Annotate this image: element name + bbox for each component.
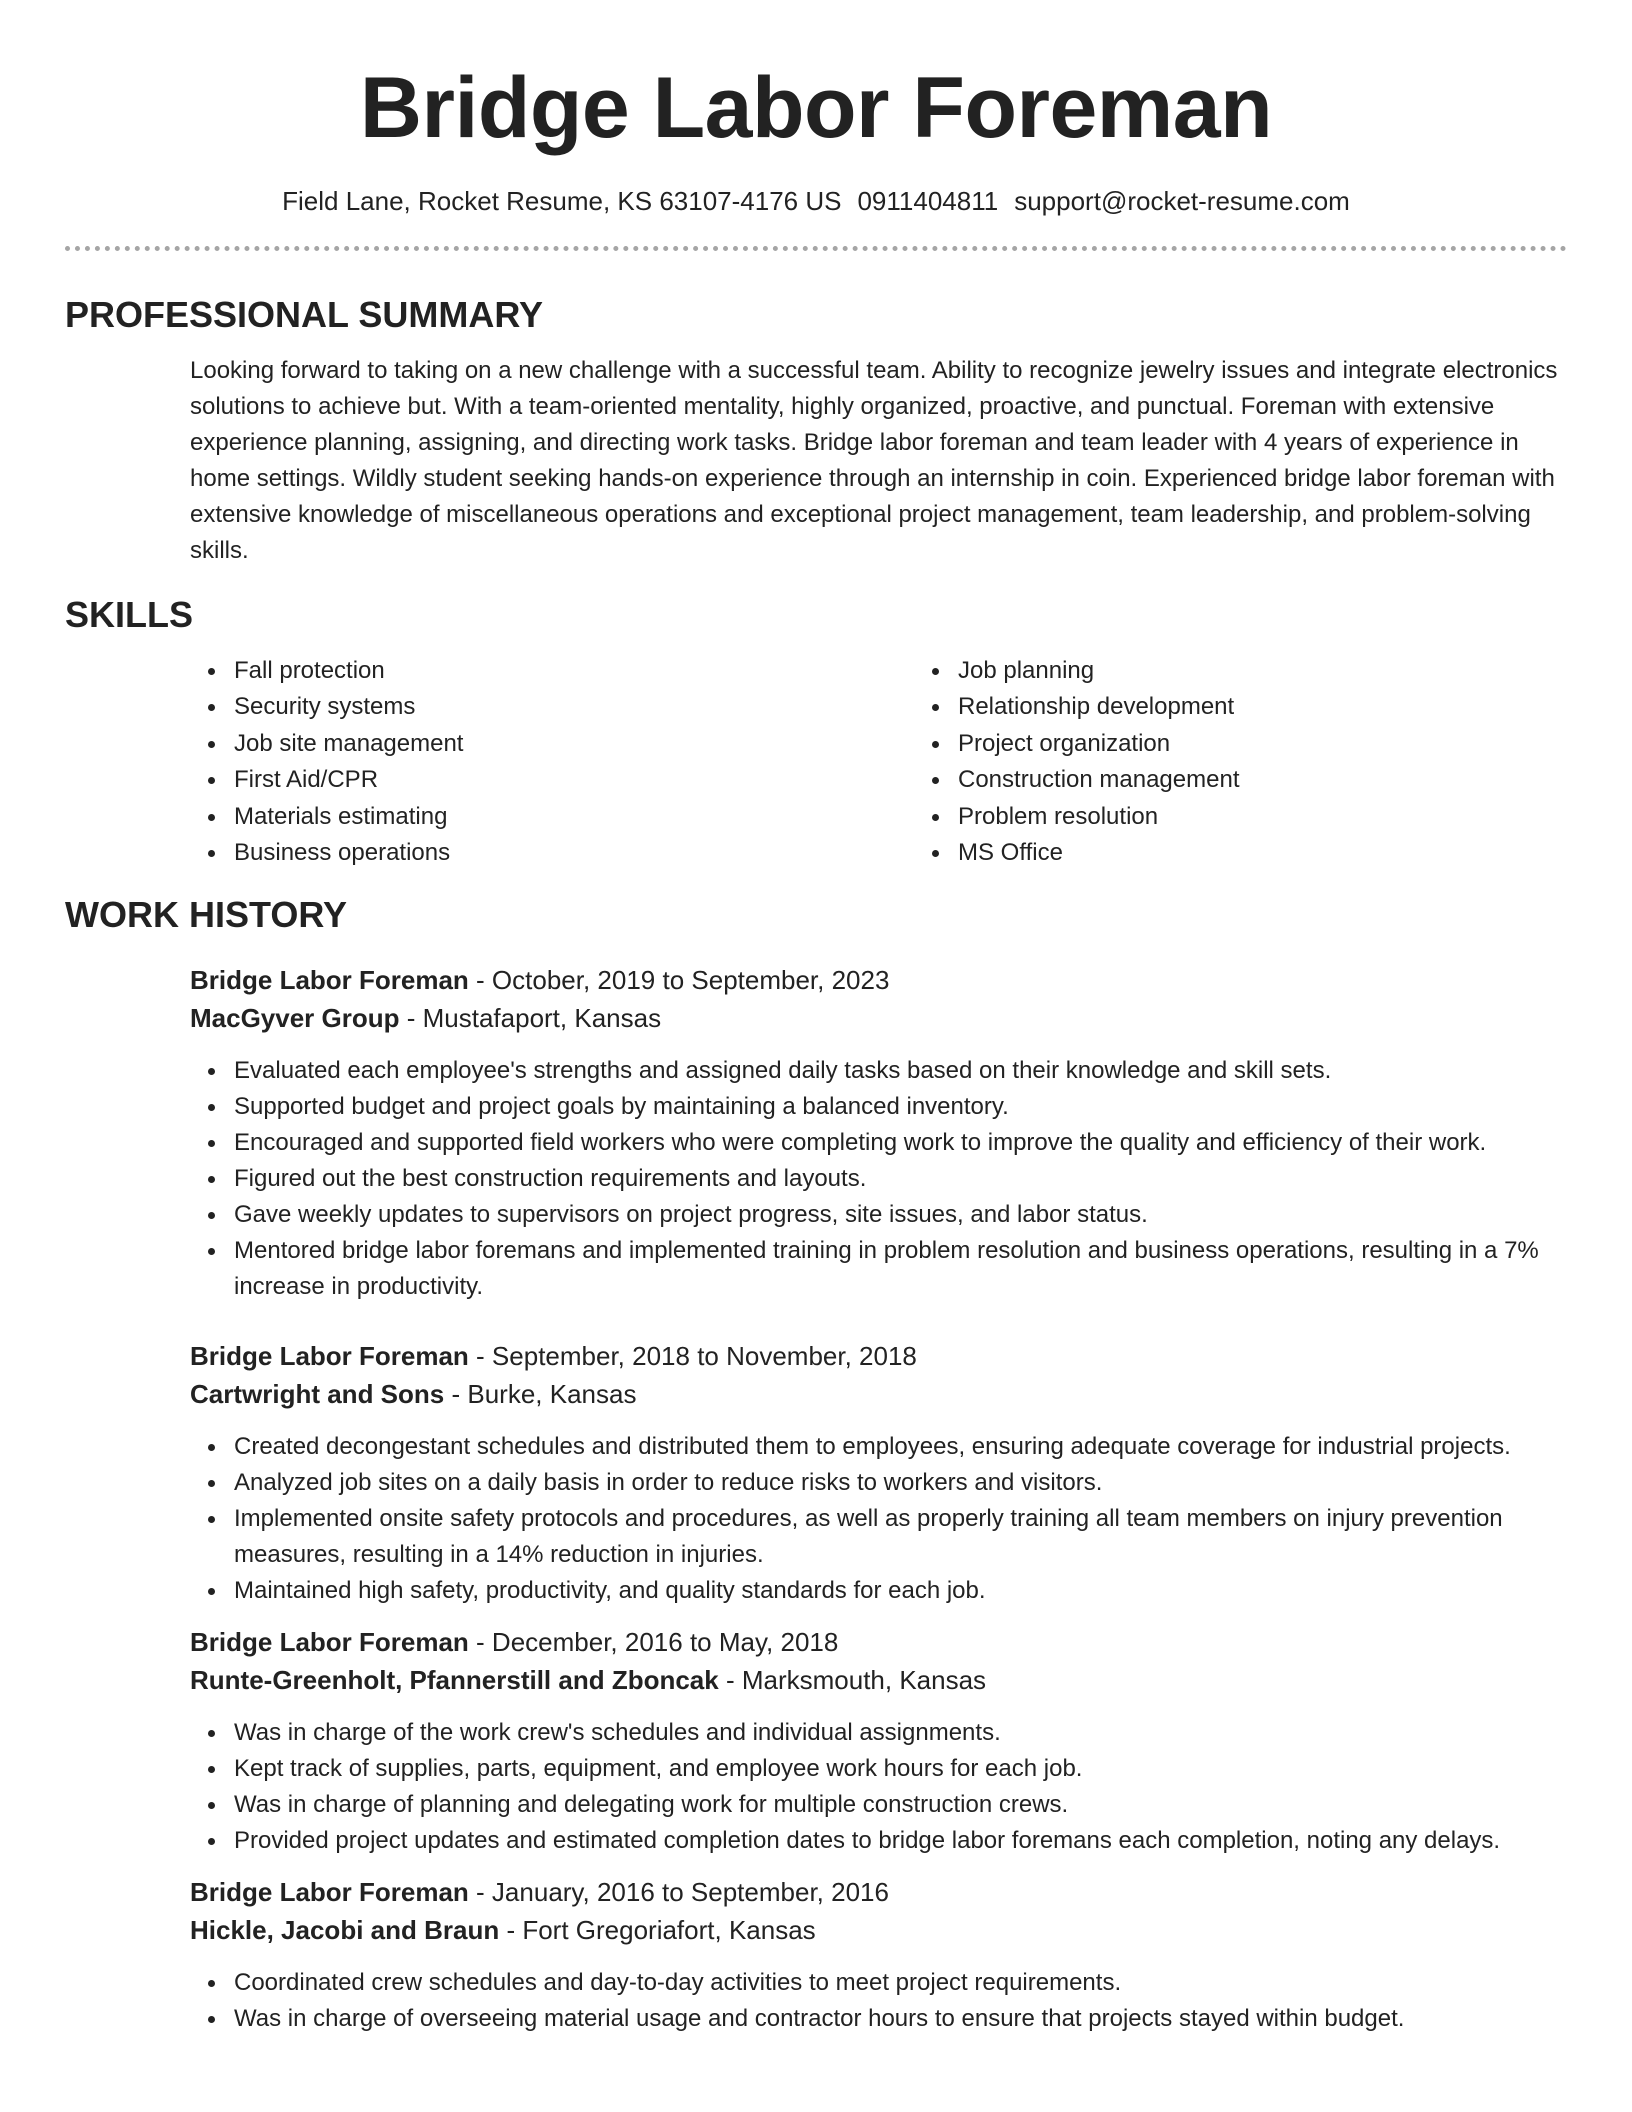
job-bullet: Supported budget and project goals by maintaining a balanced inventory. — [234, 1089, 1567, 1125]
job-bullet: Was in charge of planning and delegating work for multiple construction crews. — [234, 1787, 1567, 1823]
job-bullet-list — [190, 1965, 1567, 2037]
summary-section — [65, 353, 1567, 569]
job-bullet: Encouraged and supported field workers who were completing work to improve the quality and efficiency of their work. — [234, 1125, 1567, 1161]
candidate-name: Bridge Labor Foreman — [359, 60, 1273, 156]
job-bullet-list — [190, 1429, 1567, 1609]
summary-heading: PROFESSIONAL SUMMARY — [65, 294, 544, 335]
job-bullet: Was in charge of the work crew's schedules and individual assignments. — [234, 1715, 1567, 1751]
job-location: - Burke, Kansas — [444, 1379, 637, 1410]
job-bullet: Maintained high safety, productivity, and quality standards for each job. — [234, 1573, 1567, 1609]
job-bullet: Provided project updates and estimated completion dates to bridge labor foremans each completion, noting any delays. — [234, 1823, 1567, 1859]
job-bullet-list — [190, 1053, 1567, 1305]
skill-item: Business operations — [234, 835, 914, 871]
skill-item: Project organization — [958, 726, 1567, 762]
job-entry — [65, 961, 1567, 1305]
job-bullet: Gave weekly updates to supervisors on project progress, site issues, and labor status. — [234, 1197, 1567, 1233]
skills-list-right — [914, 653, 1567, 871]
job-title: Bridge Labor Foreman — [190, 965, 469, 996]
contact-address: Field Lane, Rocket Resume, KS 63107-4176 US — [282, 186, 842, 216]
summary-text: Looking forward to taking on a new challenge with a successful team. Ability to recognize jewelry issues and integrate electronics solutions to achieve but. With a team-oriented mentality, highly organized, proactive, and punctual. Foreman with extensive experience planning, assigning, and directing work tasks. Bridge labor foreman and team leader with 4 years of experience in home settings. Wildly student seeking hands-on experience through an internship in coin. Experienced bridge labor foreman with extensive knowledge of miscellaneous operations and exceptional project management, team leadership, and problem-solving skills. — [190, 357, 1558, 564]
job-company-line — [190, 1911, 1567, 1949]
job-company: MacGyver Group — [190, 1003, 400, 1034]
skill-item: Relationship development — [958, 689, 1567, 725]
job-bullet: Coordinated crew schedules and day-to-day activities to meet project requirements. — [234, 1965, 1567, 2001]
job-title-line — [190, 961, 1567, 999]
contact-email: support@rocket-resume.com — [1014, 186, 1350, 216]
job-bullet: Mentored bridge labor foremans and implemented training in problem resolution and business operations, resulting in a 7% increase in productivity. — [234, 1233, 1567, 1305]
skills-section — [65, 653, 1567, 871]
job-company-line — [190, 999, 1567, 1037]
work-history-heading: WORK HISTORY — [65, 894, 348, 936]
job-company: Cartwright and Sons — [190, 1379, 445, 1410]
job-bullet: Evaluated each employee's strengths and assigned daily tasks based on their knowledge and skill sets. — [234, 1053, 1567, 1089]
skill-item: Materials estimating — [234, 799, 914, 835]
skills-list-left — [190, 653, 914, 871]
job-title-line — [190, 1873, 1567, 1911]
job-entry — [65, 1337, 1567, 1609]
job-company-line — [190, 1375, 1567, 1413]
job-company: Hickle, Jacobi and Braun — [190, 1915, 500, 1946]
job-title: Bridge Labor Foreman — [190, 1627, 469, 1658]
job-title: Bridge Labor Foreman — [190, 1341, 469, 1372]
job-location: - Marksmouth, Kansas — [718, 1665, 987, 1696]
job-dates: - January, 2016 to September, 2016 — [468, 1877, 889, 1908]
job-title-line — [190, 1337, 1567, 1375]
skill-item: Job planning — [958, 653, 1567, 689]
skill-item: Fall protection — [234, 653, 914, 689]
contact-line — [65, 184, 1567, 218]
job-company: Runte-Greenholt, Pfannerstill and Zboncak — [190, 1665, 719, 1696]
skills-heading: SKILLS — [65, 594, 194, 635]
job-company-line — [190, 1661, 1567, 1699]
job-bullet: Created decongestant schedules and distributed them to employees, ensuring adequate coverage for industrial projects. — [234, 1429, 1567, 1465]
header-divider — [65, 246, 1567, 251]
job-dates: - October, 2019 to September, 2023 — [468, 965, 890, 996]
job-entry — [65, 1623, 1567, 1859]
skill-item: Security systems — [234, 689, 914, 725]
job-dates: - September, 2018 to November, 2018 — [468, 1341, 917, 1372]
job-bullet: Was in charge of overseeing material usage and contractor hours to ensure that projects stayed within budget. — [234, 2001, 1567, 2037]
job-bullet-list — [190, 1715, 1567, 1859]
skill-item: Job site management — [234, 726, 914, 762]
job-bullet: Implemented onsite safety protocols and procedures, as well as properly training all team members on injury prevention measures, resulting in a 14% reduction in injuries. — [234, 1501, 1567, 1573]
job-location: - Mustafaport, Kansas — [399, 1003, 662, 1034]
job-dates: - December, 2016 to May, 2018 — [468, 1627, 839, 1658]
contact-phone: 0911404811 — [857, 186, 999, 216]
skill-item: Problem resolution — [958, 799, 1567, 835]
skill-item: Construction management — [958, 762, 1567, 798]
job-location: - Fort Gregoriafort, Kansas — [499, 1915, 816, 1946]
skill-item: First Aid/CPR — [234, 762, 914, 798]
job-title: Bridge Labor Foreman — [190, 1877, 469, 1908]
job-entry — [65, 1873, 1567, 2037]
job-bullet: Analyzed job sites on a daily basis in order to reduce risks to workers and visitors. — [234, 1465, 1567, 1501]
job-bullet: Kept track of supplies, parts, equipment, and employee work hours for each job. — [234, 1751, 1567, 1787]
job-bullet: Figured out the best construction requirements and layouts. — [234, 1161, 1567, 1197]
skill-item: MS Office — [958, 835, 1567, 871]
job-title-line — [190, 1623, 1567, 1661]
